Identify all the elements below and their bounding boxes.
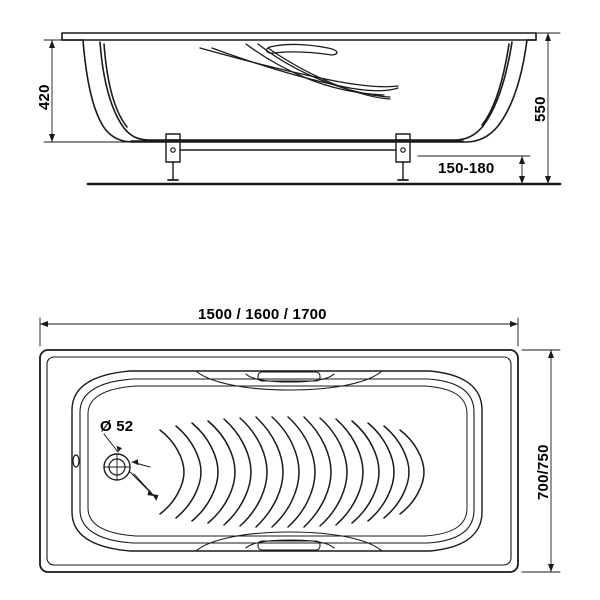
tub-contour-line-2 (212, 48, 398, 91)
dim-label-420: 420 (36, 84, 53, 110)
dim-420 (44, 40, 150, 142)
tub-contour-line-5 (268, 48, 390, 99)
tub-right-detail (482, 44, 509, 125)
dim-label-leg-height: 150-180 (438, 160, 495, 177)
dim-label-width: 700/750 (535, 444, 552, 500)
top-plan-view (40, 318, 560, 572)
tub-inner-profile (100, 42, 512, 140)
plan-handle-bottom (258, 541, 320, 550)
dim-label-drain-diameter: Ø 52 (100, 418, 134, 435)
overflow-hole (73, 455, 79, 467)
drain-hole (104, 454, 130, 480)
plan-basin-inner-1 (80, 379, 474, 543)
dim-label-550: 550 (532, 96, 549, 122)
plan-handle-top (258, 372, 320, 381)
plan-basin-outline (72, 371, 482, 551)
anti-slip-pattern (160, 417, 424, 527)
tub-outer-profile (62, 33, 536, 142)
dim-label-length: 1500 / 1600 / 1700 (198, 306, 327, 323)
plan-basin-inner-2 (88, 386, 467, 536)
